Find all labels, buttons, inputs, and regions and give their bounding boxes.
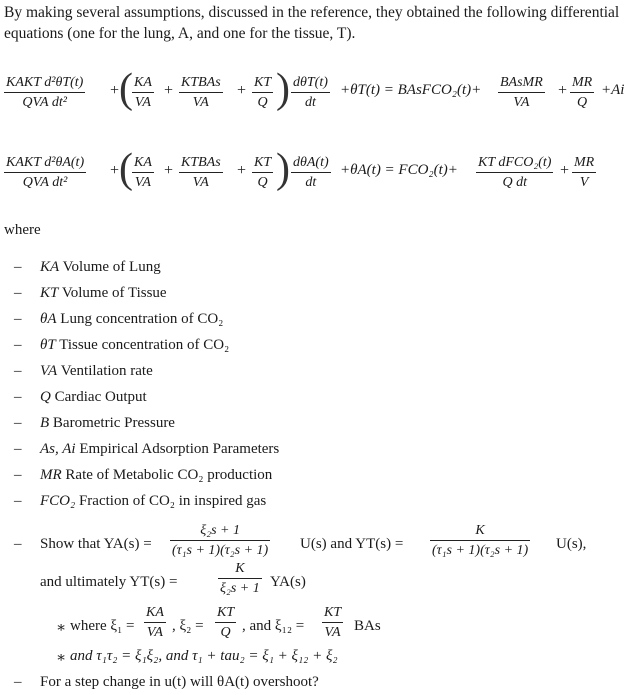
eq2-frac-4 bbox=[252, 154, 273, 191]
def-symbol: KA bbox=[40, 259, 60, 275]
def-symbol: VA bbox=[40, 363, 58, 379]
eq1-f2-den: VA bbox=[134, 95, 151, 110]
eq1-f4-num: KT bbox=[254, 75, 272, 90]
def-text: Volume of Lung bbox=[62, 259, 161, 275]
eq2-f5-den: dt bbox=[305, 175, 317, 190]
eq1-frac-7 bbox=[570, 74, 594, 111]
task2-text: For a step change in u(t) will θA(t) overshoot? bbox=[40, 674, 319, 690]
definition-item: – As, Ai Empirical Adsorption Parameters bbox=[14, 441, 280, 457]
eq2-f7-num: MR bbox=[574, 155, 595, 170]
sub1-fc-den: VA bbox=[324, 625, 341, 640]
eq2-frac-2 bbox=[132, 154, 154, 191]
eq1-f3-den: VA bbox=[192, 95, 209, 110]
eq1-f5-den: dt bbox=[305, 95, 316, 110]
task1-mid: U(s) and YT(s) = bbox=[300, 536, 404, 552]
task1-fc-den: ξ₂s + 1 bbox=[220, 581, 260, 596]
definitions-list bbox=[14, 258, 279, 518]
eq1-tail: +Ai bbox=[601, 82, 625, 98]
eq1-frac-5 bbox=[291, 74, 330, 111]
sub1-fb-den: Q bbox=[220, 625, 231, 640]
definition-item: – MR Rate of Metabolic CO₂ production bbox=[14, 467, 273, 483]
eq2-frac-1 bbox=[4, 154, 86, 191]
sub2-text: and τ₁τ₂ = ξ₁ξ₂, and τ₁ + tau₂ = ξ₁ + ξ₁₂ + ξ₂ bbox=[70, 648, 338, 664]
sub1-frac-a bbox=[144, 604, 166, 641]
eq2-f1-den: QVA dt² bbox=[22, 175, 68, 190]
eq2-f3-num: KTBAs bbox=[181, 155, 221, 170]
task1-line2-end: YA(s) bbox=[270, 574, 306, 590]
definition-item: – θA Lung concentration of CO₂ bbox=[14, 311, 224, 327]
eq1-f6-den: VA bbox=[513, 95, 530, 110]
eq2-frac-5 bbox=[291, 154, 331, 191]
task1-frac-c bbox=[218, 560, 262, 597]
task1-frac-b bbox=[430, 522, 530, 559]
eq1-f1-num: KAKT d²θT(t) bbox=[6, 75, 84, 90]
eq1-frac-2 bbox=[132, 74, 154, 111]
definition-item: – θT Tissue concentration of CO₂ bbox=[14, 337, 230, 353]
sub1-fa-den: VA bbox=[146, 625, 163, 640]
task1-fb-num: K bbox=[475, 523, 485, 538]
def-symbol: FCO₂ bbox=[40, 493, 76, 509]
eq2-f2-num: KA bbox=[134, 155, 152, 170]
definition-item: – KT Volume of Tissue bbox=[14, 285, 167, 301]
eq1-f2-num: KA bbox=[134, 75, 152, 90]
sub1-fb-num: KT bbox=[217, 605, 235, 620]
eq1-frac-3 bbox=[179, 74, 223, 111]
eq1-f1-den: QVA dt² bbox=[22, 95, 67, 110]
def-text: Lung concentration of CO₂ bbox=[60, 311, 224, 327]
def-text: Ventilation rate bbox=[60, 363, 153, 379]
sub1-end: BAs bbox=[354, 618, 381, 634]
def-symbol: B bbox=[40, 415, 50, 431]
def-symbol: MR bbox=[40, 467, 62, 483]
eq1-frac-4 bbox=[252, 74, 273, 111]
equation-lung: KAKT d²θT(t) QVA dt² + ( KA VA + KTBAs VA + KT Q ) dθT(t) dt +θT(t) = BAsFCO₂(t)+ BAsMR VA + MR Q +Ai bbox=[6, 66, 625, 112]
intro-paragraph: By making several assumptions, discussed in the reference, they obtained the following differential equations (one for the lung, A, and one for the tissue, T). bbox=[4, 4, 620, 42]
eq2-frac-7 bbox=[572, 154, 596, 191]
sub1-fc-num: KT bbox=[324, 605, 342, 620]
def-symbol: Q bbox=[40, 389, 51, 405]
sub1-mid2: , and ξ₁₂ = bbox=[242, 618, 305, 634]
eq1-f3-num: KTBAs bbox=[181, 75, 221, 90]
def-text: Tissue concentration of CO₂ bbox=[59, 337, 230, 353]
def-symbol: θA bbox=[40, 311, 57, 327]
definition-item: – KA Volume of Lung bbox=[14, 259, 161, 275]
sub1-frac-c bbox=[322, 604, 343, 641]
sub1-mid1: , ξ₂ = bbox=[172, 618, 204, 634]
sub1-frac-b bbox=[215, 604, 236, 641]
eq1-frac-1 bbox=[4, 74, 85, 111]
task1-lead: Show that YA(s) = bbox=[40, 536, 152, 552]
sub1-fa-num: KA bbox=[146, 605, 164, 620]
eq1-f4-den: Q bbox=[257, 95, 268, 110]
eq1-f5-num: dθT(t) bbox=[293, 75, 328, 90]
eq1-mid: +θT(t) = BAsFCO₂(t)+ bbox=[340, 82, 482, 98]
eq1-f7-num: MR bbox=[572, 75, 593, 90]
eq2-f4-num: KT bbox=[254, 155, 272, 170]
def-text: Fraction of CO₂ in inspired gas bbox=[78, 493, 267, 509]
eq2-f6-num: KT dFCO₂(t) bbox=[478, 155, 552, 170]
task1-line2-lead: and ultimately YT(s) = bbox=[40, 574, 178, 590]
equation-tissue: KAKT d²θA(t) QVA dt² + ( KA VA + KTBAs VA + KT Q ) dθA(t) dt +θA(t) = FCO₂(t)+ KT dFCO₂(t) Q dt + MR V bbox=[6, 146, 595, 192]
eq2-f4-den: Q bbox=[257, 175, 268, 190]
eq1-f6-num: BAsMR bbox=[500, 75, 543, 90]
eq2-f6-den: Q dt bbox=[502, 175, 527, 190]
eq1-frac-6 bbox=[498, 74, 545, 111]
definition-item: – VA Ventilation rate bbox=[14, 363, 153, 379]
eq2-f2-den: VA bbox=[134, 175, 151, 190]
def-text: Rate of Metabolic CO₂ production bbox=[65, 467, 273, 483]
task1-fa-den: (τ₁s + 1)(τ₂s + 1) bbox=[172, 543, 269, 558]
def-symbol: KT bbox=[40, 285, 59, 301]
eq2-frac-3 bbox=[179, 154, 223, 191]
where-label: where bbox=[4, 222, 41, 238]
def-symbol: As, Ai bbox=[40, 441, 76, 457]
def-text: Barometric Pressure bbox=[52, 415, 175, 431]
definition-item: – B Barometric Pressure bbox=[14, 415, 175, 431]
eq2-frac-6 bbox=[476, 154, 553, 191]
def-text: Empirical Adsorption Parameters bbox=[79, 441, 280, 457]
task1-fb-den: (τ₁s + 1)(τ₂s + 1) bbox=[432, 543, 529, 558]
eq2-mid: +θA(t) = FCO₂(t)+ bbox=[340, 162, 458, 178]
eq1-f7-den: Q bbox=[577, 95, 588, 110]
eq2-f5-num: dθA(t) bbox=[293, 155, 329, 170]
definition-item: – FCO₂ Fraction of CO₂ in inspired gas bbox=[14, 493, 267, 509]
sub1-lead: where ξ₁ = bbox=[70, 618, 135, 634]
def-text: Volume of Tissue bbox=[61, 285, 167, 301]
eq2-f3-den: VA bbox=[192, 175, 209, 190]
eq2-f1-num: KAKT d²θA(t) bbox=[6, 155, 85, 170]
task1-fa-num: ξ₂s + 1 bbox=[200, 523, 240, 538]
eq2-f7-den: V bbox=[579, 175, 589, 190]
task1-frac-a bbox=[170, 522, 270, 559]
task1-end: U(s), bbox=[556, 536, 587, 552]
def-text: Cardiac Output bbox=[54, 389, 147, 405]
def-symbol: θT bbox=[40, 337, 56, 353]
definition-item: – Q Cardiac Output bbox=[14, 389, 147, 405]
task1-fc-num: K bbox=[235, 561, 245, 576]
